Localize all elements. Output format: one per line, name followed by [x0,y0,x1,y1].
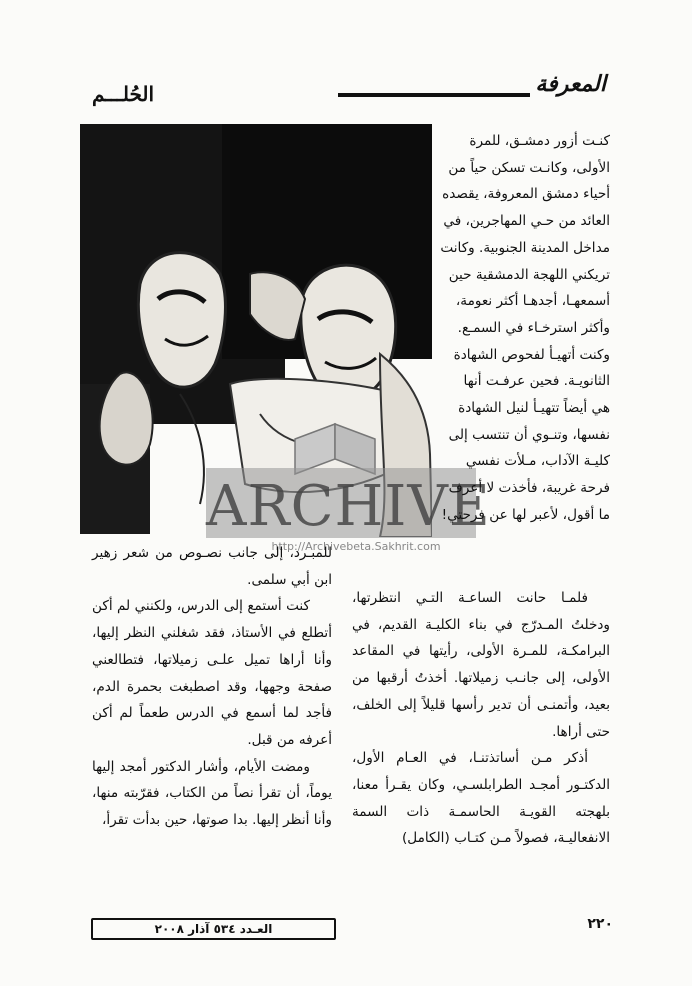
article-right-lower-column [352,585,610,852]
text-line: فرحة غريبة، فأخذت لا أعرف [448,480,610,497]
magazine-logo: المعرفة [535,72,606,97]
text-line: هي أيضاً تتهيـأ لنيل الشهادة [458,400,610,417]
article-left-column [92,540,332,834]
text-line: وأكثر استرخـاء في السمـع. [457,319,610,336]
text-line: الأولى، وكانـت تسكن حياً من [448,159,610,176]
paragraph: فلمـا حانت الساعـة التـي انتظرتها، ودخلتُ المـدرّج في بناء الكليـة القديم، في البرامكـة، للمـرة الأولى، رأيتها في المقاعد الأولى، إلى جانـب زميلاتها. أخذتُ أرقبها من بعيد، وأتمنـى أن تدير رأسها قليلاً إلى الخلف، حتى أراها. [352,590,610,740]
text-line: نفسها، وتنـوي أن تنتسب إلى [448,426,610,443]
text-line: كنـت أزور دمشـق، للمرة [469,133,610,149]
paragraph: كنت أستمع إلى الدرس، ولكنني لم أكن أتطلع في الأستاذ، فقد شغلني النظر إليها، وأنا أراها تميل علـى زميلاتها، فتطالعني صفحة وجهها، وقد اصطبغت بحمرة الدم، فأجد لما أسمع في الدرس طعماً لم أكن أعرفه من قبل. [92,598,332,748]
text-line: تريكني اللهجة الدمشقية حين [448,266,610,283]
text-line: أحياء دمشق المعروفة، يقصده [442,186,610,203]
header-rule [338,93,530,97]
text-line: الثانويـة. فحين عرفـت أنها [463,373,610,390]
text-line: أسمعهـا، أجدهـا أكثر نعومة، [455,293,610,310]
paragraph: أذكر مـن أساتذتنـا، في العـام الأول، الدكتـور أمجـد الطرابلسـي، وكان يقـرأ معنا، بلهجته القويـة الحاسمـة ذات السمة الانفعاليـة، فصولاً مـن كتـاب (الكامل) [352,750,610,847]
issue-label: العـدد ٥٣٤ آذار ٢٠٠٨ [91,918,336,940]
watermark-text: ARCHIVE [206,474,491,539]
article-right-column [434,128,610,529]
text-line: كليـة الآداب، مـلأت نفسي [465,453,610,470]
page-number: ٢٢٠ [587,916,613,932]
paragraph: للمبـرد، إلى جانب نصـوص من شعر زهير ابن أبي سلمى. [92,545,332,588]
text-line: وكنت أتهيـأ لفحوص الشهادة [453,346,610,363]
text-line: ما أقول، لأعبر لها عن فرحتي! [441,506,610,523]
paragraph: ومضت الأيام، وأشار الدكتور أمجد إليها يوماً، أن تقرأ نصاً من الكتاب، فقرّبته منها، وأنا أنظر إليها. بدا صوتها، حين بدأت تقرأ، [92,758,332,829]
watermark-url: http://Archivebeta.Sakhrit.com [271,540,441,553]
text-line: العائد من حـي المهاجرين، في [443,213,610,230]
section-title: الحُلـــم [92,82,155,106]
text-line: مداخل المدينة الجنوبية. وكانت [440,239,610,256]
